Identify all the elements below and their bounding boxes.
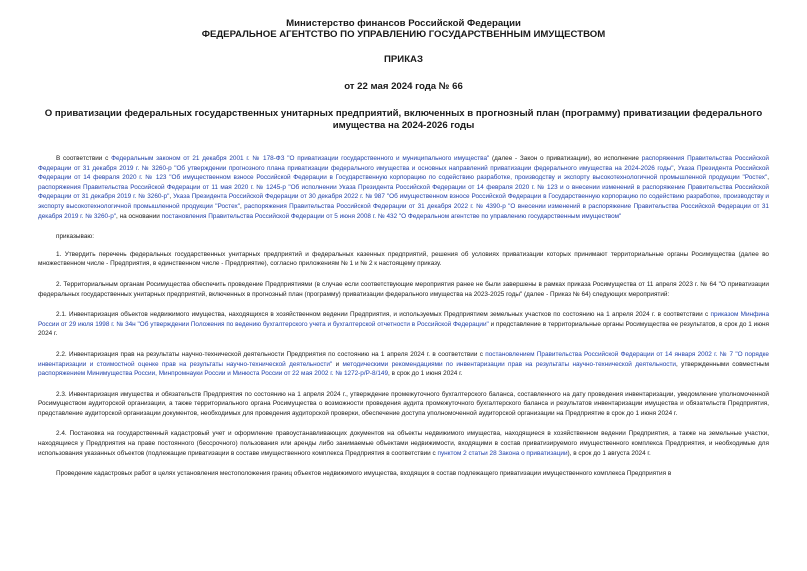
- paragraph-text: , утвержденными совместным: [676, 360, 769, 368]
- item-last-paragraph: [38, 469, 769, 479]
- item-2-4-paragraph: [38, 429, 769, 458]
- item-1-paragraph: [38, 250, 769, 269]
- agency-name: ФЕДЕРАЛЬНОЕ АГЕНТСТВО ПО УПРАВЛЕНИЮ ГОСУДАРСТВЕННЫМ ИМУЩЕСТВОМ: [201, 29, 606, 40]
- paragraph-text: (далее - Закон о приватизации), во исполнение: [489, 155, 642, 162]
- paragraph-text: ,: [673, 164, 678, 172]
- item-2-1-paragraph: [38, 310, 769, 339]
- legal-reference-link[interactable]: распоряжения Правительства Российской Федерации от 11 мая 2020 г. № 1245-р "Об исполнении Указа Президента Российской Федерации от 14 февраля 2020 г. № 123 и о внесении изменений в распоряжение Правительства Российской Федерации от 31 декабря 2019 г. № 3260-р": [38, 183, 769, 201]
- paragraph-text: ,: [767, 174, 769, 182]
- paragraph-text: , на основании: [116, 212, 162, 220]
- item-2-2-paragraph: [38, 350, 769, 379]
- ministry-name: Министерство финансов Российской Федерации: [286, 18, 521, 29]
- legal-reference-link[interactable]: пунктом 2 статьи 28 Закона о приватизации: [437, 449, 568, 457]
- paragraph-text: 1. Утвердить перечень федеральных государственных унитарных предприятий и федеральных казенных предприятий, решения об условиях приватизации которых принимают территориальные органы Росимущества (далее во множественном числе - Предприятия, в единственном числе - Предприятие), согласно приложениям № 1 и № 2 к настоящему приказу.: [38, 250, 769, 268]
- legal-reference-link[interactable]: Указа Президента Российской Федерации от 14 февраля 2020 г. № 123 "Об имущественном взносе Российской Федерации в Государственную корпорацию по содействию разработке, производству и экспорту высокотехнологичной промышленной продукции "Ростех": [38, 164, 769, 182]
- paragraph-text: ,: [169, 193, 174, 201]
- paragraph-text: 2.1. Инвентаризация объектов недвижимого имущества, находящихся в хозяйственном ведении Предприятия, и используемых Предприятием земельных участков по состоянию на 1 апреля 2024 г. в соответствии с: [56, 311, 711, 319]
- item-2-paragraph: [38, 280, 769, 299]
- paragraph-text: ), в срок до 1 августа 2024 г.: [567, 449, 651, 457]
- order-word-prikazyvayu: приказываю:: [56, 233, 94, 241]
- paragraph-text: 2.2. Инвентаризация прав на результаты научно-технической деятельности Предприятия по состоянию на 1 апреля 2024 г. в соответствии с: [56, 350, 486, 358]
- legal-reference-link[interactable]: приказом Минфина России от 29 июля 1998 г. № 34н "Об утверждении Положения по ведению бухгалтерского учета и бухгалтерской отчетности в Российской Федерации": [38, 311, 769, 328]
- legal-reference-link[interactable]: Федеральным законом от 21 декабря 2001 г. № 178-ФЗ "О приватизации государственного и муниципального имущества": [111, 155, 490, 162]
- legal-reference-link[interactable]: распоряжения Правительства Российской Федерации от 31 декабря 2019 г. № 3260-р "Об утверждении прогнозного плана приватизации федерального имущества и основных направлений приватизации федерального имущества на 2024-2026 годы": [38, 155, 770, 172]
- paragraph-text: 2. Территориальным органам Росимущества обеспечить проведение Предприятиями (в случае если соответствующие мероприятия ранее не были завершены в рамках приказа Росимущества от 11 апреля 2023 г. № 64 "О приватизации федеральных государственных унитарных предприятий, включенных в прогнозный план (программу) приватизации федерального имущества на 2023-2025 годы" (далее - Приказ № 64) следующих мероприятий:: [38, 280, 769, 298]
- paragraph-text: , в срок до 1 июня 2024 г.: [388, 370, 463, 378]
- order-heading: ПРИКАЗ: [384, 54, 423, 65]
- legal-reference-link[interactable]: методическими рекомендациями по инвентаризации прав на результаты научно-технической деятельности: [342, 360, 676, 368]
- paragraph-text: и: [332, 360, 343, 368]
- legal-reference-link[interactable]: Указа Президента Российской Федерации от 30 декабря 2022 г. № 987 "Об имущественном взносе Российской Федерации в Государственную корпорацию по содействию разработке, производству и экспорту высокотехнологичной промышленной продукции "Ростех": [38, 193, 769, 210]
- legal-reference-link[interactable]: распоряжения Правительства Российской Федерации от 31 декабря 2022 г. № 4390-р "О внесении изменений в распоряжение Правительства Российской Федерации от 31 декабря 2019 г. № 3260-р": [38, 202, 769, 220]
- paragraph-text: В соответствии с: [56, 155, 112, 162]
- preamble-paragraph: [38, 154, 769, 221]
- order-date: от 22 мая 2024 года № 66: [344, 81, 463, 92]
- paragraph-text: Проведение кадастровых работ в целях установления местоположения границ объектов недвижимого имущества, входящих в состав подлежащего приватизации имущественного комплекса Предприятия в: [56, 470, 672, 478]
- item-2-3-paragraph: [38, 390, 769, 419]
- legal-reference-link[interactable]: постановления Правительства Российской Федерации от 5 июня 2008 г. № 432 "О Федеральном агентстве по управлению государственным имуществом": [161, 212, 622, 220]
- paragraph-text: 2.3. Инвентаризация имущества и обязательств Предприятия по состоянию на 1 апреля 2024 г., утверждение промежуточного бухгалтерского баланса, составленного на дату проведения инвентаризации, уведомление уполномоченной Росимуществом аудиторской организации, а также территориального органа Росимущества о возможности проведения аудита промежуточного бухгалтерского баланса и результатов инвентаризации имущества и обязательств Предприятия, представление аудиторской организации документов, необходимых для проведения аудиторской проверки, обеспечение доступа уполномоченной аудиторской организации на Предприятие в срок до 1 июня 2024 г.: [38, 390, 769, 417]
- legal-reference-link[interactable]: распоряжением Минимущества России, Минпромнауки России и Минюста России от 22 мая 2002 г. № 1272-р/Р-8/149: [38, 370, 389, 378]
- document-body: [38, 154, 769, 479]
- paragraph-text: 2.4. Постановка на государственный кадастровый учет и оформление правоустанавливающих документов на объекты недвижимого имущества, находящиеся в хозяйственном ведении Предприятия, а также на земельные участки, находящиеся у Предприятия на праве постоянного (бессрочного) пользования или аренды либо занимаемые объектами недвижимости, входящими в состав приватизируемого имущественного комплекса Предприятия, и необходимые для использования указанных объектов (подлежащие приватизации в составе имущественного комплекса Предприятия в соответствии с: [38, 430, 769, 457]
- paragraph-text: и представление в территориальные органы Росимущества ее результатов, в срок до 1 июня 2024 г.: [38, 320, 769, 338]
- legal-reference-link[interactable]: постановлением Правительства Российской Федерации от 14 января 2002 г. № 7 "О порядке инвентаризации и стоимостной оценке прав на результаты научно-технической деятельности": [38, 350, 769, 368]
- paragraph-text: ,: [239, 202, 245, 210]
- document-title: О приватизации федеральных государственных унитарных предприятий, включенных в прогнозный план (программу) приватизации федерального имущества на 2024-2026 годы: [44, 108, 763, 131]
